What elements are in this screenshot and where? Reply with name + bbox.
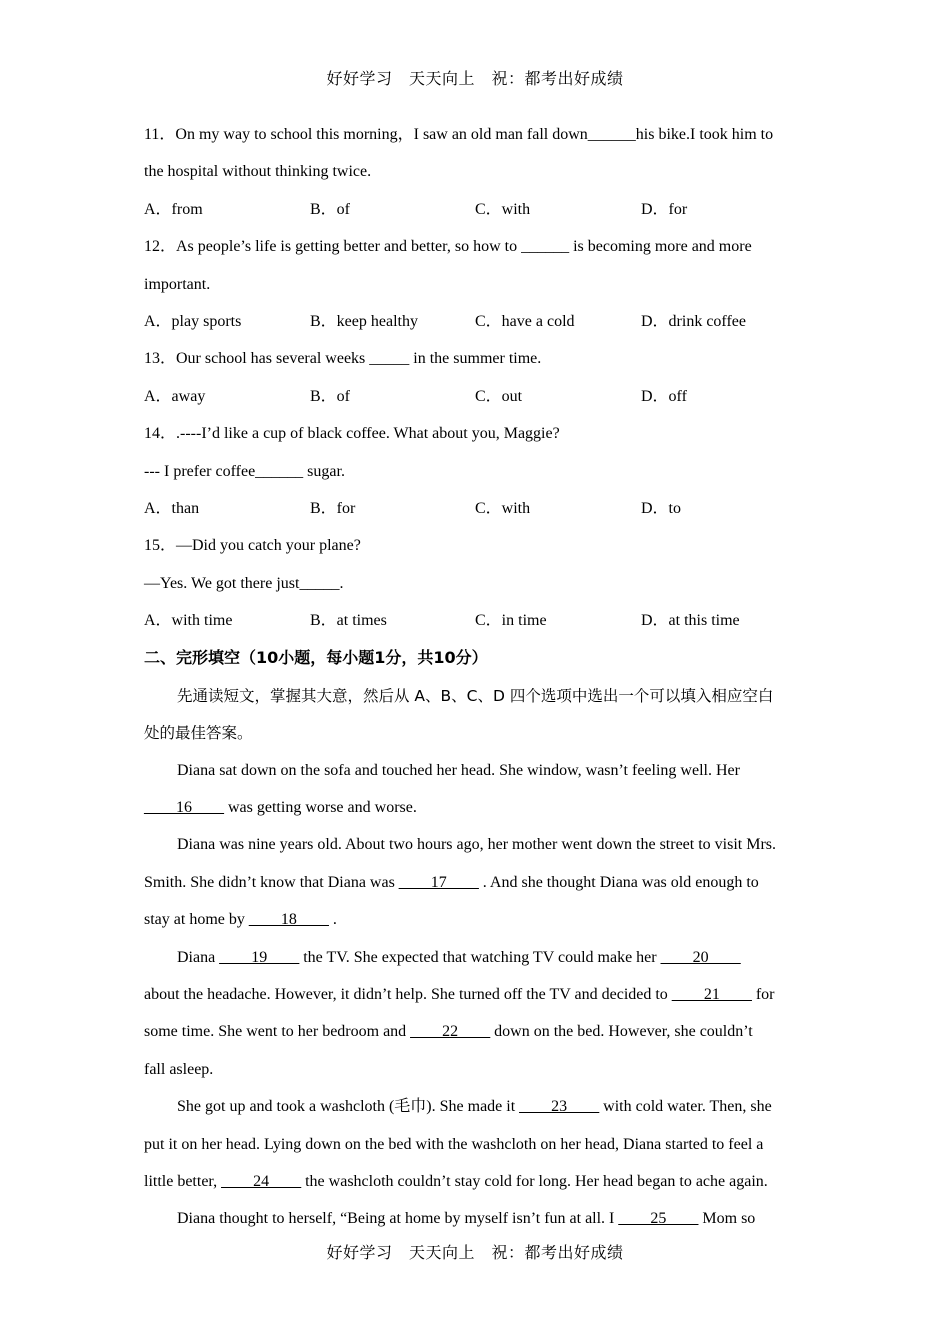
answer-blank: ____23____: [519, 1098, 600, 1116]
option-c: C．in time: [475, 612, 547, 630]
answer-blank: ____24____: [221, 1172, 302, 1190]
passage-text: down on the bed. However, she couldn’t: [490, 1023, 753, 1041]
page-header: 好好学习 天天向上 祝：都考出好成绩: [326, 69, 624, 88]
option-c: C．with: [475, 499, 531, 517]
question-text-line: the hospital without thinking twice.: [144, 163, 372, 181]
option-b: B．for: [310, 499, 356, 517]
answer-blank: ____17____: [398, 873, 479, 891]
option-c: C．with: [475, 200, 531, 218]
answer-blank: ____22____: [410, 1023, 491, 1041]
section-title: 二、完形填空（10小题，每小题1分，共10分）: [144, 648, 488, 668]
passage-text: Diana was nine years old. About two hours ago, her mother went down the street to visit Mrs.: [177, 836, 776, 854]
passage-text: Diana thought to herself, “Being at home by myself isn’t fun at all. I: [177, 1210, 619, 1228]
option-d: D．for: [641, 200, 688, 218]
section-instruction: 处的最佳答案。: [144, 724, 253, 743]
passage-text: with cold water. Then, she: [599, 1098, 772, 1116]
question-text-line: —Yes. We got there just_____.: [144, 574, 344, 592]
passage-text: the washcloth couldn’t stay cold for long. Her head began to ache again.: [301, 1172, 768, 1190]
option-a: A．play sports: [144, 312, 242, 330]
passage-line: [144, 1057, 809, 1094]
passage-text: . And she thought Diana was old enough to: [478, 873, 759, 891]
option-c: C．have a cold: [475, 312, 575, 330]
passage-text: .: [328, 911, 337, 929]
option-a: A．with time: [144, 612, 233, 630]
question-text-line: --- I prefer coffee______ sugar.: [144, 462, 345, 480]
passage-line: [144, 907, 809, 944]
option-c: C．out: [475, 387, 523, 405]
passage-line: [144, 832, 809, 869]
passage-line: [144, 1019, 809, 1056]
passage-text: little better,: [144, 1172, 222, 1190]
question-options: [144, 608, 809, 645]
question-text-line: 13．Our school has several weeks _____ in the summer time.: [144, 350, 542, 368]
answer-blank: ____16____: [144, 799, 224, 817]
passage-text: about the headache. However, it didn’t help. She turned off the TV and decided to: [144, 985, 672, 1003]
option-d: D．drink coffee: [641, 312, 747, 330]
passage-line: [144, 1094, 809, 1131]
answer-blank: ____21____: [671, 985, 752, 1003]
option-a: A．from: [144, 200, 203, 218]
question-options: [144, 384, 809, 421]
passage-text: She got up and took a washcloth (毛巾). She made it: [177, 1098, 520, 1116]
passage-text: the TV. She expected that watching TV could make her: [299, 948, 661, 966]
answer-blank: ____25____: [618, 1210, 699, 1228]
answer-blank: ____19____: [219, 948, 300, 966]
question-options: [144, 197, 809, 234]
passage-line: [144, 1206, 809, 1243]
question-text-line: 14．.----I’d like a cup of black coffee. What about you, Maggie?: [144, 425, 560, 443]
passage-line: [144, 795, 809, 832]
passage-text: Diana sat down on the sofa and touched her head. She window, wasn’t feeling well. Her: [177, 761, 740, 779]
option-d: D．off: [641, 387, 687, 405]
option-b: B．of: [310, 200, 351, 218]
page-footer: 好好学习 天天向上 祝：都考出好成绩: [326, 1243, 624, 1262]
passage-line: [144, 945, 809, 982]
question-options: [144, 309, 809, 346]
passage-text: Smith. She didn’t know that Diana was: [144, 873, 399, 891]
passage-line: [144, 870, 809, 907]
answer-blank: ____20____: [660, 948, 741, 966]
passage-line: [144, 758, 809, 795]
passage-text: for: [751, 985, 775, 1003]
question-text-line: important.: [144, 275, 211, 293]
passage-text: fall asleep.: [144, 1060, 214, 1078]
passage-text: put it on her head. Lying down on the bed with the washcloth on her head, Diana started to feel a: [144, 1135, 764, 1153]
passage-line: [144, 1132, 809, 1169]
question-text-line: 15．—Did you catch your plane?: [144, 537, 361, 555]
passage-line: [144, 1169, 809, 1206]
option-b: B．at times: [310, 612, 387, 630]
question-options: [144, 496, 809, 533]
option-a: A．away: [144, 387, 206, 405]
option-d: D．at this time: [641, 612, 740, 630]
question-text-line: 12．As people’s life is getting better and better, so how to ______ is becoming more and more: [144, 238, 752, 256]
passage-text: Mom so: [698, 1210, 756, 1228]
passage-text: was getting worse and worse.: [224, 799, 417, 817]
passage-text: stay at home by: [144, 911, 249, 929]
page-content: [144, 122, 809, 1244]
answer-blank: ____18____: [248, 911, 329, 929]
passage-line: [144, 982, 809, 1019]
passage-text: Diana: [177, 948, 220, 966]
option-b: B．keep healthy: [310, 312, 418, 330]
section-instruction: 先通读短文，掌握其大意，然后从 A、B、C、D 四个选项中选出一个可以填入相应空白: [177, 686, 774, 705]
option-b: B．of: [310, 387, 351, 405]
option-a: A．than: [144, 499, 200, 517]
passage-text: some time. She went to her bedroom and: [144, 1023, 411, 1041]
question-text-line: 11．On my way to school this morning，I saw an old man fall down______his bike.I took him to: [144, 126, 774, 143]
option-d: D．to: [641, 499, 682, 517]
